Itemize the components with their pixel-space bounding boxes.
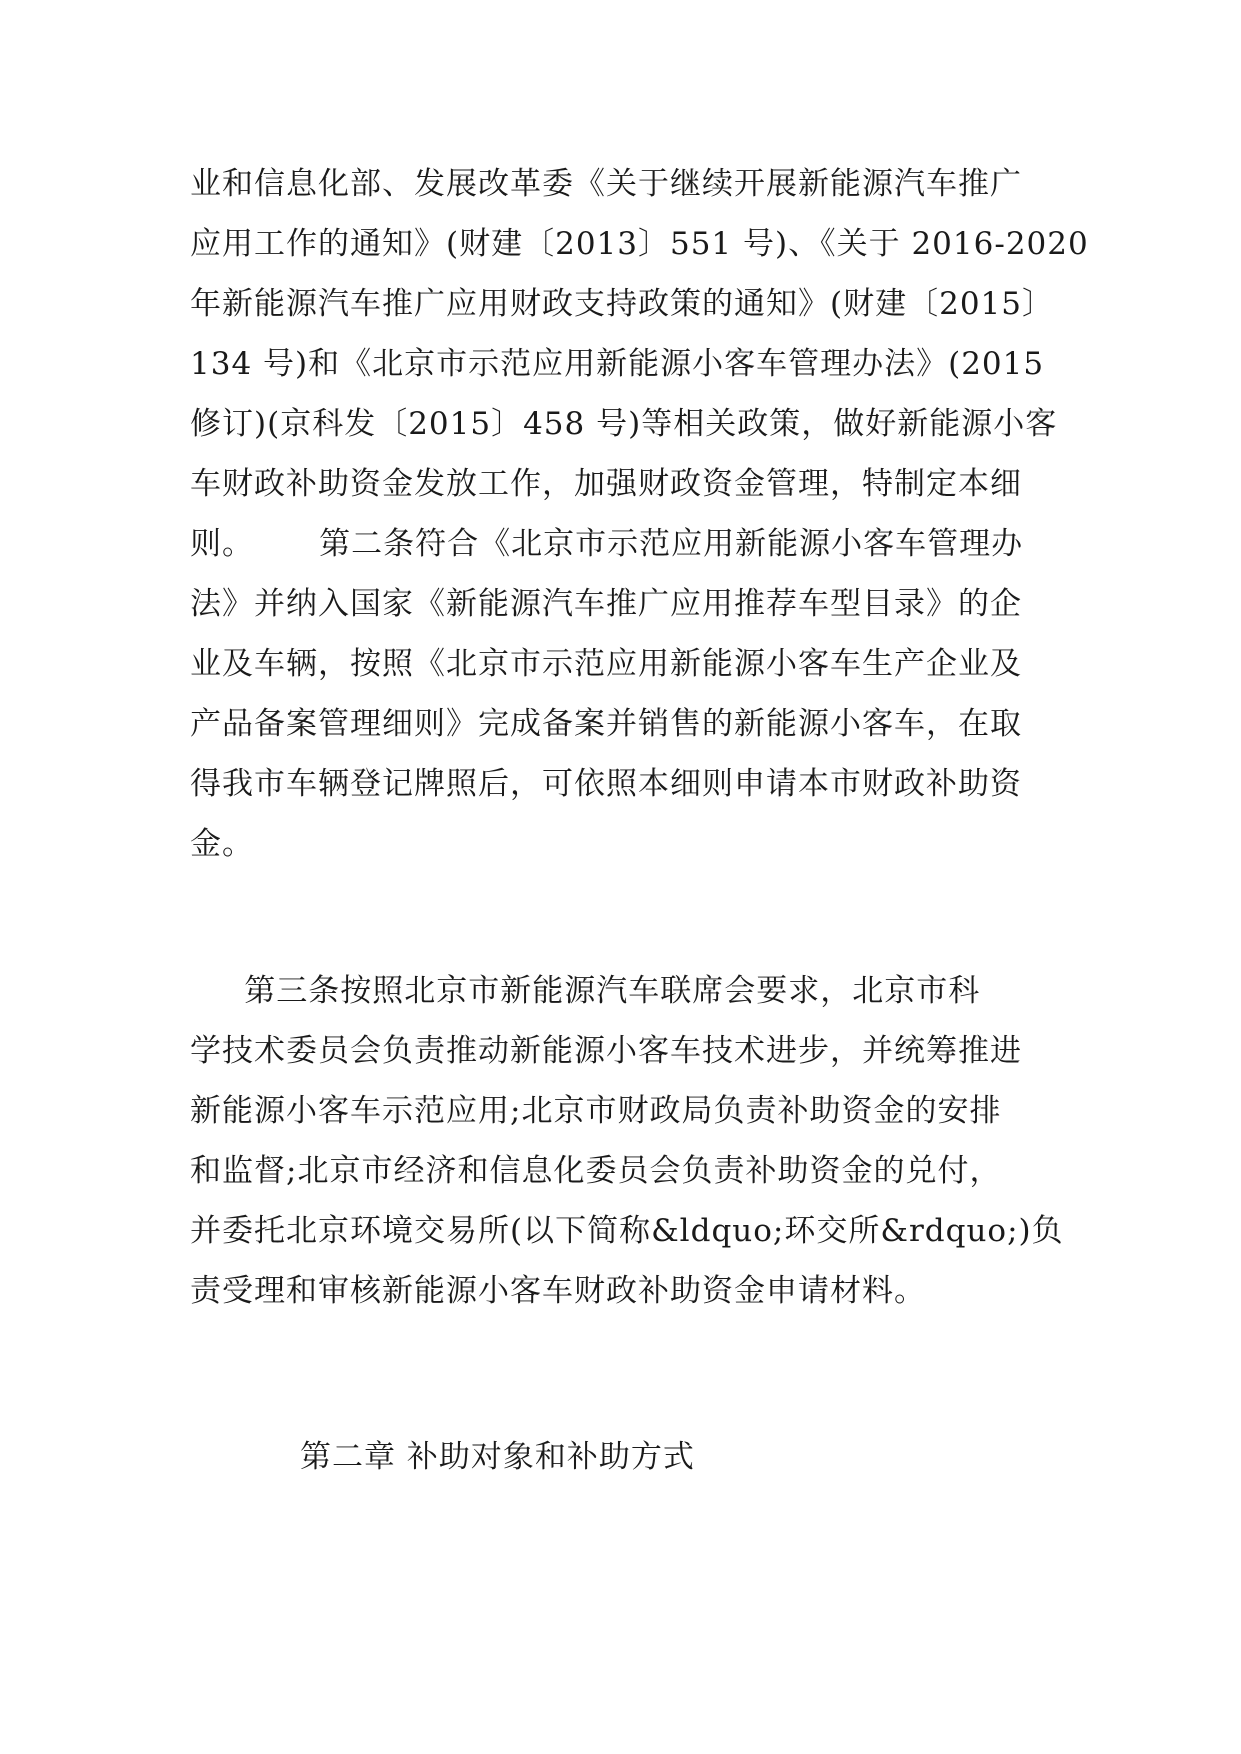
text-line: 并委托北京环境交易所(以下简称&ldquo;环交所&rdquo;)负 (190, 1213, 1064, 1249)
text-line: 金。 (190, 826, 254, 862)
text-line: 和监督;北京市经济和信息化委员会负责补助资金的兑付， (190, 1153, 1002, 1189)
text-line: 业和信息化部、发展改革委《关于继续开展新能源汽车推广 (190, 166, 1022, 202)
text-line: 产品备案管理细则》完成备案并销售的新能源小客车，在取 (190, 706, 1022, 742)
text-line: 应用工作的通知》(财建〔2013〕551 号)、《关于 2016-2020 (190, 226, 1089, 262)
text-line: 法》并纳入国家《新能源汽车推广应用推荐车型目录》的企 (190, 586, 1022, 622)
text-line: 车财政补助资金发放工作，加强财政资金管理，特制定本细 (190, 466, 1022, 502)
paragraph-article-three (190, 961, 1070, 1321)
text-line: 第三条按照北京市新能源汽车联席会要求，北京市科 (190, 973, 981, 1009)
text-line: 修订)(京科发〔2015〕458 号)等相关政策，做好新能源小客 (190, 406, 1058, 442)
chapter-heading: 第二章 补助对象和补助方式 (300, 1439, 695, 1475)
text-line: 新能源小客车示范应用;北京市财政局负责补助资金的安排 (190, 1093, 1002, 1129)
text-line: 得我市车辆登记牌照后，可依照本细则申请本市财政补助资 (190, 766, 1022, 802)
text-line: 业及车辆，按照《北京市示范应用新能源小客车生产企业及 (190, 646, 1022, 682)
text-line: 则。 第二条符合《北京市示范应用新能源小客车管理办 (190, 526, 1024, 562)
text-line: 年新能源汽车推广应用财政支持政策的通知》(财建〔2015〕 (190, 286, 1054, 322)
paragraph-regulation-basis (190, 154, 1089, 874)
text-line: 学技术委员会负责推动新能源小客车技术进步，并统筹推进 (190, 1033, 1022, 1069)
text-line: 134 号)和《北京市示范应用新能源小客车管理办法》(2015 (190, 346, 1045, 382)
text-line: 责受理和审核新能源小客车财政补助资金申请材料。 (190, 1273, 926, 1309)
